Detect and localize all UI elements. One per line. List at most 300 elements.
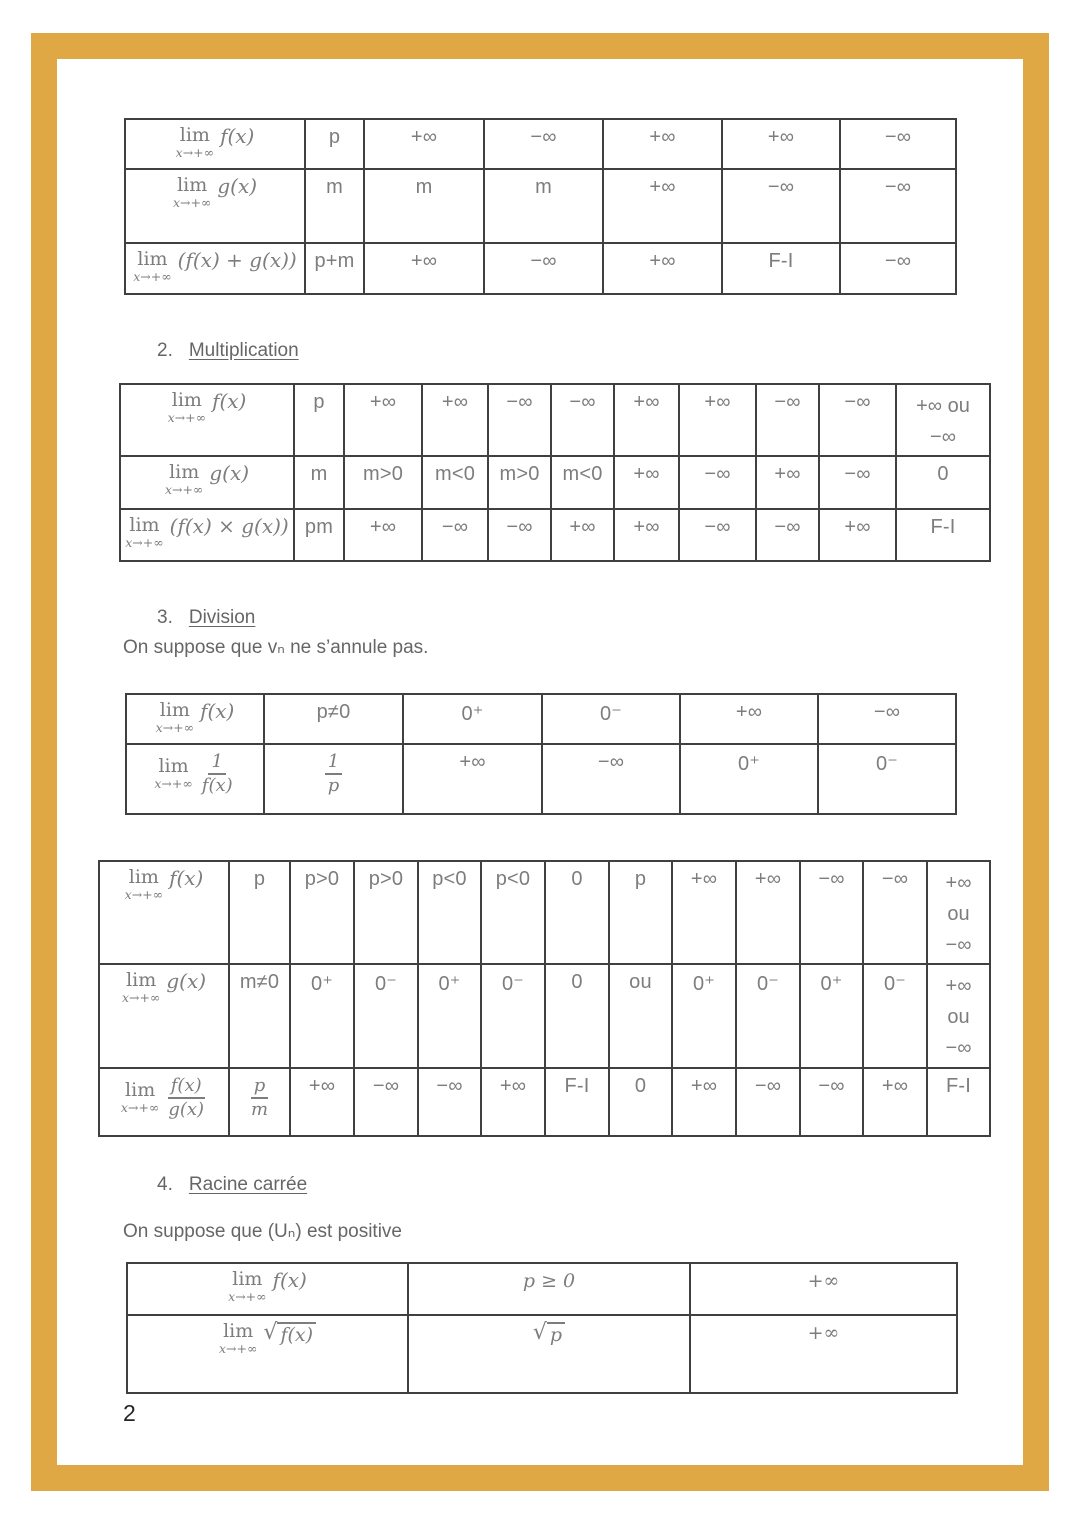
table-row [126, 744, 956, 814]
cell-value: 0 [937, 463, 949, 485]
value-cell [614, 456, 679, 509]
cell-value: m≠0 [239, 971, 280, 993]
cell-value: −∞ [506, 391, 533, 413]
value-cell [481, 861, 545, 964]
cell-value: m [310, 463, 328, 485]
limit-subscript: x→+∞ [167, 410, 207, 425]
section-number: 2. [157, 340, 173, 361]
math-text: +∞ [807, 1322, 840, 1344]
limit-expression [156, 701, 235, 735]
value-cell [840, 243, 956, 294]
value-cell [551, 509, 614, 561]
row-label-cell [120, 456, 294, 509]
value-cell [680, 744, 818, 814]
value-cell [736, 1068, 800, 1136]
value-cell [896, 384, 990, 456]
value-cell [818, 744, 956, 814]
cell-value: +∞ [754, 868, 782, 890]
table-inverse [125, 693, 957, 815]
limit-subscript: x→+∞ [164, 482, 204, 497]
limit-subscript: x→+∞ [125, 535, 164, 550]
value-cell [840, 169, 956, 243]
value-cell [927, 861, 990, 964]
row-label-cell [127, 1315, 408, 1393]
section-heading-racine [157, 1174, 307, 1196]
cell-value: 0⁺ [438, 973, 461, 995]
limit-word: lim [223, 1320, 254, 1342]
table-row [120, 509, 990, 561]
value-cell [863, 861, 927, 964]
cell-value: −∞ [441, 516, 469, 538]
row-label-cell [126, 694, 264, 744]
row-label-cell [120, 509, 294, 561]
value-cell [403, 744, 542, 814]
cell-value: F-I [564, 1075, 590, 1097]
cell-value: +∞ [410, 250, 438, 272]
cell-value: +∞ [881, 1075, 909, 1097]
cell-value: p [313, 391, 325, 413]
value-cell [614, 384, 679, 456]
cell-value: p≠0 [316, 701, 351, 723]
value-cell [756, 509, 819, 561]
limit-subscript: x→+∞ [155, 720, 195, 735]
value-cell [290, 861, 354, 964]
limit-operator [120, 1078, 160, 1115]
table-row [126, 694, 956, 744]
cell-value: 0⁻ [599, 703, 623, 725]
value-cell [722, 169, 840, 243]
value-cell [927, 964, 990, 1068]
value-cell [264, 694, 403, 744]
table-row [127, 1263, 957, 1315]
fraction-numerator: f(x) [168, 1075, 205, 1099]
radical-sign-icon: √ [263, 1320, 278, 1345]
limit-word: lim [177, 174, 208, 196]
row-label-cell [125, 119, 305, 169]
value-cell [484, 243, 603, 294]
limits-table [119, 383, 991, 562]
limit-expression [173, 176, 257, 210]
cell-value: −∞ [884, 126, 912, 148]
row-label-cell [125, 169, 305, 243]
limit-argument: (f(x) × g(x)) [169, 514, 289, 538]
fraction [165, 1075, 207, 1120]
cell-value: 0⁻ [883, 973, 907, 995]
value-cell [800, 964, 863, 1068]
value-cell [344, 384, 422, 456]
cell-value: −∞ [569, 391, 596, 413]
cell-value: +∞ [633, 391, 660, 413]
fraction [325, 751, 343, 796]
value-cell [756, 456, 819, 509]
value-cell [481, 1068, 545, 1136]
cell-value: p [634, 868, 647, 890]
section-heading-multiplication [157, 340, 299, 362]
cell-value-line: +∞ [945, 975, 972, 997]
cell-value: ou [629, 971, 652, 993]
racine-note: On suppose que (Uₙ) est positive [123, 1221, 402, 1242]
value-cell [690, 1263, 957, 1315]
limit-operator [176, 126, 214, 160]
value-cell [305, 243, 364, 294]
fraction [199, 751, 236, 796]
cell-value-line: ou [947, 903, 970, 925]
cell-value-line: −∞ [945, 934, 972, 956]
cell-value: −∞ [844, 391, 871, 413]
value-cell [609, 861, 672, 964]
value-cell [264, 744, 403, 814]
cell-value: +∞ [690, 1075, 718, 1097]
page-number: 2 [123, 1400, 136, 1426]
fraction-numerator: 1 [208, 751, 225, 775]
fraction-denominator: g(x) [168, 1098, 205, 1120]
value-cell [609, 1068, 672, 1136]
table-row [125, 243, 956, 294]
value-cell [290, 964, 354, 1068]
cell-value: −∞ [881, 868, 909, 890]
value-cell [672, 861, 736, 964]
value-cell [481, 964, 545, 1068]
cell-value: +∞ [308, 1075, 336, 1097]
radicand: p [547, 1322, 565, 1347]
cell-value: −∞ [774, 391, 801, 413]
value-cell [800, 1068, 863, 1136]
table-quotient [98, 860, 991, 1137]
value-cell [551, 384, 614, 456]
table-row [120, 384, 990, 456]
cell-value: 0⁺ [820, 973, 843, 995]
table-multiplication [119, 383, 991, 562]
value-cell [736, 964, 800, 1068]
cell-value: −∞ [530, 126, 557, 148]
cell-value: 0⁻ [374, 973, 398, 995]
fraction-denominator: m [250, 1098, 269, 1120]
value-cell [488, 456, 551, 509]
value-cell [614, 509, 679, 561]
value-cell [840, 119, 956, 169]
limit-operator [133, 250, 171, 284]
value-cell [679, 509, 756, 561]
cell-value-multiline [930, 971, 987, 1064]
limit-argument: g(x) [209, 461, 250, 485]
cell-value: +∞ [767, 126, 795, 148]
cell-value: 0 [571, 971, 583, 993]
cell-value: F-I [930, 516, 956, 538]
limit-word: lim [128, 866, 159, 888]
cell-value: −∞ [704, 463, 731, 485]
limit-operator [168, 391, 206, 425]
limit-argument: f(x) [212, 389, 247, 413]
math-text: p ≥ 0 [522, 1270, 576, 1292]
value-cell [294, 456, 344, 509]
cell-value: −∞ [844, 463, 871, 485]
limit-word: lim [129, 514, 160, 536]
value-cell [290, 1068, 354, 1136]
value-cell [484, 119, 603, 169]
limit-word: lim [159, 699, 190, 721]
limit-word: lim [171, 389, 202, 411]
cell-value: −∞ [767, 176, 795, 198]
cell-value: m [415, 176, 433, 198]
value-cell [680, 694, 818, 744]
cell-value: 0⁻ [756, 973, 780, 995]
value-cell [408, 1263, 690, 1315]
limit-argument: f(x) [169, 866, 204, 890]
cell-value: +∞ [410, 126, 438, 148]
cell-value: p<0 [495, 868, 531, 890]
limit-argument: (f(x) + g(x)) [177, 248, 297, 272]
fraction [248, 1075, 271, 1120]
cell-value: −∞ [774, 516, 801, 538]
limit-operator [154, 754, 193, 791]
limit-expression [133, 250, 296, 284]
limits-table [98, 860, 991, 1137]
limit-subscript: x→+∞ [133, 269, 172, 284]
limit-word: lim [169, 461, 200, 483]
value-cell [422, 456, 488, 509]
value-cell [609, 964, 672, 1068]
limits-table [125, 693, 957, 815]
value-cell [294, 509, 344, 561]
row-label-cell [99, 861, 229, 964]
cell-value: 0⁺ [692, 973, 716, 995]
table-row [120, 456, 990, 509]
limit-subscript: x→+∞ [120, 1099, 160, 1115]
value-cell [927, 1068, 990, 1136]
value-cell [418, 861, 481, 964]
value-cell [542, 744, 680, 814]
cell-value: 0 [634, 1075, 647, 1097]
cell-value: F-I [945, 1075, 972, 1097]
value-cell [603, 243, 722, 294]
limit-argument: f(x) [200, 699, 235, 723]
limit-argument: g(x) [166, 969, 207, 993]
limit-expression [168, 391, 247, 425]
value-cell [305, 119, 364, 169]
cell-value: p<0 [432, 868, 467, 890]
value-cell [863, 1068, 927, 1136]
limit-subscript: x→+∞ [175, 145, 215, 160]
value-cell [408, 1315, 690, 1393]
table-row [125, 119, 956, 169]
section-title: Multiplication [188, 340, 299, 361]
row-label-cell [120, 384, 294, 456]
cell-value: +∞ [704, 391, 731, 413]
value-cell [819, 509, 896, 561]
limits-table [126, 1262, 958, 1394]
cell-value-line: −∞ [930, 426, 956, 448]
cell-value: −∞ [754, 1075, 782, 1097]
cell-value: +∞ [774, 463, 801, 485]
value-cell [422, 384, 488, 456]
fraction-numerator: 1 [325, 751, 342, 775]
value-cell [896, 509, 990, 561]
cell-value: m<0 [434, 463, 476, 485]
cell-value-multiline [930, 868, 987, 961]
limit-operator [122, 971, 160, 1005]
limit-expression [154, 751, 235, 796]
section-title: Racine carrée [188, 1174, 308, 1195]
value-cell [229, 964, 290, 1068]
limit-word: lim [232, 1268, 263, 1290]
cell-value: +∞ [633, 516, 660, 538]
cell-value: +∞ [844, 516, 871, 538]
cell-value-multiline [899, 391, 987, 453]
cell-value: −∞ [506, 516, 533, 538]
value-cell [672, 964, 736, 1068]
cell-value: m [535, 176, 552, 198]
value-cell [229, 861, 290, 964]
value-cell [736, 861, 800, 964]
fraction-numerator: p [251, 1075, 269, 1099]
value-cell [896, 456, 990, 509]
value-cell [818, 694, 956, 744]
limit-subscript: x→+∞ [154, 775, 193, 791]
cell-value: −∞ [818, 868, 845, 890]
square-root [533, 1322, 565, 1347]
row-label-cell [99, 1068, 229, 1136]
cell-value: +∞ [649, 250, 676, 272]
cell-value: +∞ [459, 751, 486, 773]
limit-subscript: x→+∞ [228, 1289, 267, 1304]
limit-operator [156, 701, 194, 735]
section-number: 4. [157, 1174, 173, 1195]
cell-value: +∞ [649, 176, 676, 198]
cell-value-line: ou [947, 1006, 970, 1028]
row-label-cell [125, 243, 305, 294]
limit-word: lim [137, 248, 168, 270]
value-cell [819, 384, 896, 456]
cell-value: p>0 [368, 868, 404, 890]
limit-expression [125, 868, 204, 902]
value-cell [542, 694, 680, 744]
value-cell [354, 964, 418, 1068]
value-cell [756, 384, 819, 456]
limit-operator [228, 1270, 266, 1304]
value-cell [545, 861, 609, 964]
cell-value: +∞ [569, 516, 596, 538]
row-label-cell [127, 1263, 408, 1315]
value-cell [722, 119, 840, 169]
value-cell [354, 1068, 418, 1136]
value-cell [551, 456, 614, 509]
value-cell [305, 169, 364, 243]
value-cell [800, 861, 863, 964]
table-addition [124, 118, 957, 295]
limit-word: lim [179, 124, 210, 146]
table-row [99, 964, 990, 1068]
limit-expression [165, 463, 249, 497]
limit-operator [125, 868, 163, 902]
value-cell [679, 384, 756, 456]
radicand: f(x) [277, 1322, 316, 1347]
math-text: +∞ [807, 1270, 840, 1292]
limits-table [124, 118, 957, 295]
value-cell [545, 1068, 609, 1136]
section-number: 3. [157, 607, 173, 628]
cell-value: 0⁺ [737, 753, 761, 775]
value-cell [403, 694, 542, 744]
limit-argument: f(x) [272, 1268, 307, 1292]
value-cell [354, 861, 418, 964]
table-row [127, 1315, 957, 1393]
fraction-denominator: f(x) [201, 774, 233, 796]
division-note: On suppose que vₙ ne s’annule pas. [123, 637, 429, 658]
limit-operator [219, 1322, 257, 1356]
table-racine [126, 1262, 958, 1394]
section-heading-division [157, 607, 255, 629]
cell-value: +∞ [369, 391, 397, 413]
cell-value: m>0 [499, 463, 540, 485]
limit-argument: f(x) [220, 124, 255, 148]
cell-value: 0⁺ [461, 703, 484, 725]
cell-value: p [328, 126, 341, 148]
cell-value-line: +∞ [945, 872, 972, 894]
limit-operator [125, 516, 163, 550]
value-cell [863, 964, 927, 1068]
limit-expression [125, 516, 288, 550]
table-row [99, 861, 990, 964]
value-cell [364, 169, 484, 243]
value-cell [603, 119, 722, 169]
limit-argument: g(x) [217, 174, 258, 198]
limit-subscript: x→+∞ [124, 887, 164, 902]
value-cell [418, 1068, 481, 1136]
cell-value: −∞ [704, 516, 731, 538]
cell-value: +∞ [735, 701, 763, 723]
cell-value: 0⁻ [501, 973, 525, 995]
row-label-cell [126, 744, 264, 814]
limit-word: lim [126, 969, 157, 991]
table-row [99, 1068, 990, 1136]
cell-value: 0⁻ [875, 753, 899, 775]
limit-expression [228, 1270, 307, 1304]
cell-value: +∞ [441, 391, 469, 413]
value-cell [484, 169, 603, 243]
cell-value: +∞ [633, 463, 660, 485]
cell-value: −∞ [818, 1075, 845, 1097]
section-title: Division [188, 607, 256, 628]
value-cell [603, 169, 722, 243]
limit-expression [176, 126, 255, 160]
cell-value: +∞ [690, 868, 718, 890]
cell-value: m<0 [562, 463, 603, 485]
value-cell [364, 243, 484, 294]
cell-value: −∞ [873, 701, 901, 723]
value-cell [722, 243, 840, 294]
value-cell [690, 1315, 957, 1393]
limit-word: lim [158, 754, 189, 777]
value-cell [344, 509, 422, 561]
value-cell [488, 384, 551, 456]
value-cell [422, 509, 488, 561]
table-row [125, 169, 956, 243]
cell-value: −∞ [372, 1075, 400, 1097]
cell-value-line: −∞ [945, 1037, 972, 1059]
cell-value: p>0 [304, 868, 340, 890]
value-cell [819, 456, 896, 509]
limit-expression [121, 1075, 207, 1120]
radical-sign-icon: √ [532, 1320, 547, 1345]
cell-value: +∞ [649, 126, 676, 148]
cell-value: −∞ [884, 250, 912, 272]
cell-value: m [326, 176, 343, 198]
value-cell [294, 384, 344, 456]
limit-expression [122, 971, 206, 1005]
value-cell [672, 1068, 736, 1136]
cell-value: +∞ [369, 516, 397, 538]
cell-value: p [253, 868, 266, 890]
